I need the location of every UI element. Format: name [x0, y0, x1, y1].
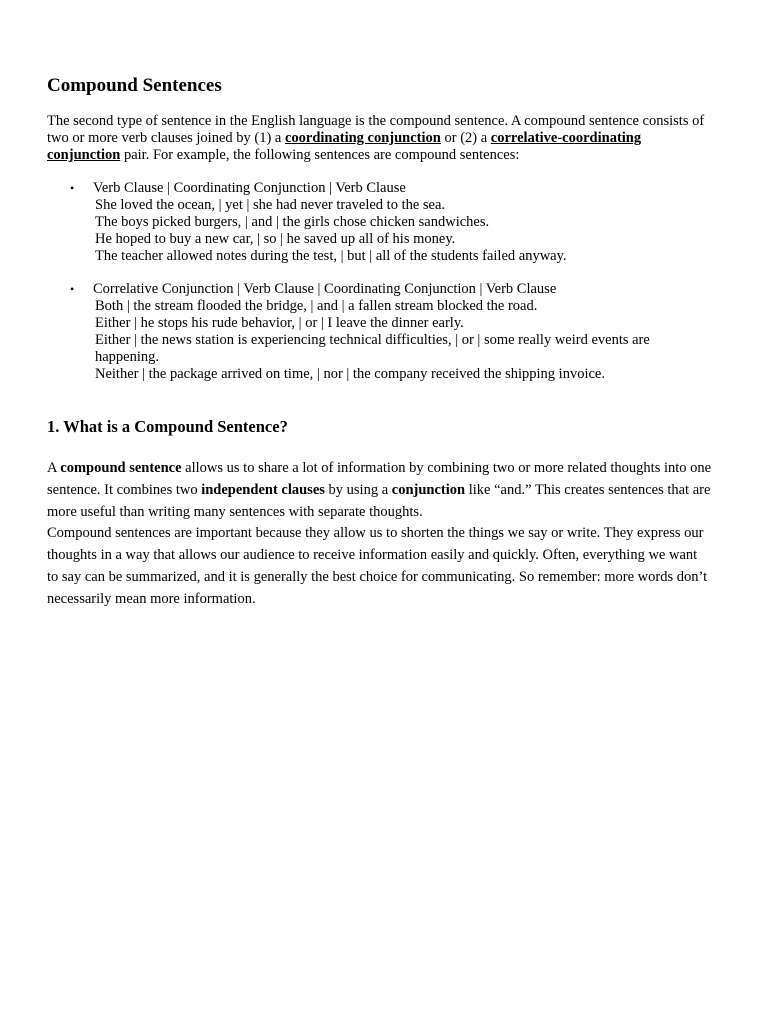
example-sentence: Either | the news station is experiencing technical difficulties, | or | some really weird events are happening. — [95, 332, 650, 365]
body-text: by using a — [324, 481, 392, 498]
example-sentence: Neither | the package arrived on time, | nor | the company received the shipping invoice. — [95, 366, 605, 382]
intro-text: The second type of sentence in the English language is the compound sentence. A compound sentence consists of two or more verb clauses joined by (1) a — [47, 113, 705, 146]
page-title: Compound Sentences — [47, 75, 222, 96]
bullet-heading: Correlative Conjunction | Verb Clause | Coordinating Conjunction | Verb Clause — [93, 281, 557, 297]
bullet-heading: Verb Clause | Coordinating Conjunction | Verb Clause — [93, 180, 406, 196]
correlative-coordinating-conjunction-link[interactable]: correlative-coordinating conjunction — [47, 130, 642, 163]
coordinating-conjunction-link[interactable]: coordinating conjunction — [284, 130, 441, 146]
example-sentence: The teacher allowed notes during the test, | but | all of the students failed anyway. — [95, 248, 567, 264]
example-sentence: Either | he stops his rude behavior, | or | I leave the dinner early. — [95, 315, 464, 331]
example-sentence: He hoped to buy a new car, | so | he saved up all of his money. — [95, 231, 456, 247]
term-compound-sentence: compound sentence — [60, 460, 182, 476]
term-conjunction: conjunction — [391, 481, 466, 498]
intro-paragraph — [47, 113, 707, 164]
example-sentence: The boys picked burgers, | and | the girls chose chicken sandwiches. — [95, 214, 490, 230]
section-heading: 1. What is a Compound Sentence? — [47, 417, 288, 436]
body-text: like “and.” This creates sentences that are more useful than writing many sentences with separate thoughts. — [47, 481, 711, 520]
body-paragraph — [47, 458, 712, 523]
term-independent-clauses: independent clauses — [201, 481, 325, 498]
example-list — [95, 298, 715, 383]
example-list — [95, 197, 715, 265]
body-text: A — [47, 460, 61, 476]
bullet-marker: • — [70, 282, 75, 296]
section-body — [47, 458, 712, 611]
example-sentence: Both | the stream flooded the bridge, | and | a fallen stream blocked the road. — [95, 298, 538, 314]
bullet-marker: • — [70, 181, 75, 195]
intro-text: pair. For example, the following sentences are compound sentences: — [120, 147, 520, 163]
example-sentence: She loved the ocean, | yet | she had never traveled to the sea. — [95, 197, 446, 213]
body-text: allows us to share a lot of information by combining two or more related thoughts into one sentence. It combines two — [47, 460, 712, 498]
body-paragraph: Compound sentences are important because they allow us to shorten the things we say or write. They express our thoughts in a way that allows our audience to receive information easily and quickly. Often, everything we want to say can be summarized, and it is generally the best choice for communicating. So remember: more words don’t necessarily mean more information. — [47, 525, 708, 607]
intro-text: or (2) a — [440, 130, 491, 146]
